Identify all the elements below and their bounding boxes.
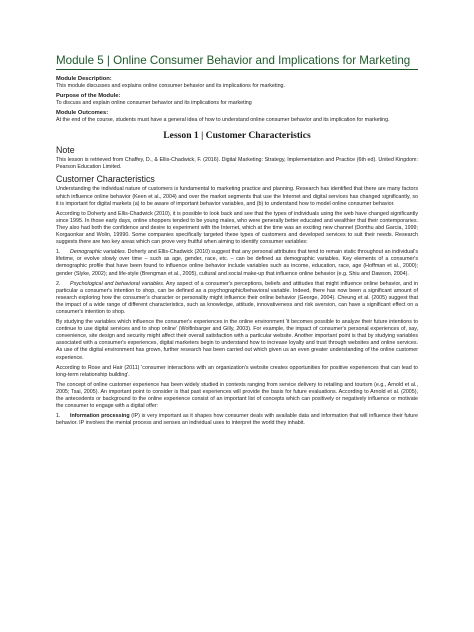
list-term: Psychological and behavioral variables. bbox=[70, 280, 165, 287]
list-item-demographic bbox=[56, 249, 418, 277]
note-heading: Note bbox=[56, 145, 75, 156]
purpose-text: To discuss and explain online consumer behavior and its implications for marketing bbox=[56, 100, 252, 107]
list-item-information-processing bbox=[56, 413, 418, 427]
list-item-psychological bbox=[56, 281, 418, 316]
list-number: 1. bbox=[56, 249, 61, 256]
paragraph-3: By studying the variables which influence the consumer's experiences in the online environment 'it becomes possible to analyze their future intentions to continue to use digital services and to shop online' (Wolfinbarger and Gilly, 2003). For example, the impact of consumer's personal experiences of, say, convenience, site design and security might affect their overall satisfaction with a particular website. Another important point is that by studying variables associated with a consumer's experiences, digital marketers begin to understand how to increase loyalty and trust through websites and online services. As use of the digital environment has grown, further research has been carried out which given us an even greater understanding of the online customer experience. bbox=[56, 319, 418, 361]
list-term: Information processing bbox=[70, 413, 130, 420]
module-description: This module discusses and explains online consumer behavior and its implications for marketing. bbox=[56, 83, 286, 89]
purpose-label: Purpose of the Module: bbox=[56, 93, 121, 100]
paragraph-1: Understanding the individual nature of customers is fundamental to marketing practice and planning. Research has identified that there are many factors which influence online behavior (Keen et al., 2004) and over the market segments that use the Internet and digital services has changed significantly, so it is important for digital markets (a) to be aware of important behavior variables, and (b) to understand how to model online consumer behavior. bbox=[56, 186, 418, 207]
list-number: 1. bbox=[56, 413, 61, 420]
module-description-label: Module Description: bbox=[56, 76, 112, 82]
list-text: Doherty and Ellis-Chadwick (2010) suggest that any personal attributes that tend to remain static throughout an individual's lifetime, or evolve slowly over time – such as age, gender, race, etc. – can be defined as demographic variables. Key elements of a consumer's demographic profile that have been found to influence online behavior include variables such as income, education, race, age (Hoffman et al., 2000); gender (Slyke, 2002); and life-style (Brengman et al., 2005), cultural and social make-up that influence online behavior (e.g. Shiu and Dawson, 2004). bbox=[56, 249, 418, 277]
list-number: 2. bbox=[56, 280, 61, 287]
lesson-heading: Lesson 1 | Customer Characteristics bbox=[163, 130, 311, 142]
note-text: This lesson is retrieved from Chaffey, D., & Ellis-Chadwick, F. (2016). Digital Marketing: Strategy, Implementation and Practice (6th ed). United Kingdom: Pearson Education Limited. bbox=[56, 157, 418, 171]
paragraph-2: According to Doherty and Ellis-Chadwick (2010), it is possible to look back and see that the types of individuals using the web have changed significantly since 1995. In those early days, online shoppers tended to be young males, who were generally better educated and wealthier that their contemporaries. They also had both the confidence and desire to experiment with the Internet, which at the time was an exciting new channel (Donthu abd Garcia, 1999; Korgaonkar and Wolin, 19990. Some companies specifically targeted these types of customers and developed services to suit their needs. Research suggests there are two key areas which can prove very fruitful when aiming to identify consumer variables: bbox=[56, 210, 418, 246]
list-text: (IP) is very important as it shapes how consumer deals with available data and information that will influence their future behavior. IP involves the mental process and senses an individual uses to interpret the world they inhabit. bbox=[56, 413, 418, 427]
paragraph-4: According to Rose and Hair (2011) 'consumer interactions with an organization's website creates opportunities for positive experiences that can lead to long-term relationship building'. bbox=[56, 364, 418, 378]
list-term: Demographic variables. bbox=[70, 249, 127, 256]
module-title: Module 5 | Online Consumer Behavior and Implications for Marketing bbox=[56, 54, 418, 70]
outcomes-text: At the end of the course, students must have a general idea of how to understand online consumer behavior and its implication for marketing. bbox=[56, 117, 390, 124]
section-heading: Customer Characteristics bbox=[56, 174, 155, 185]
list-text: Any aspect of a consumer's perceptions, beliefs and attitudes that might influence online behavior, and in particular a consumer's intention to shop, can be defined as a psychographic/behavioral variable. Indeed, there has now been a significant amount of research exploring how the consumer's character or personality might influence their online behavior (George, 2004). Cheung et al. (2005) suggest that the impact of a wide range of different characteristics, such as knowledge, attitude, innovativeness and risk aversion, can have a significant effect on a consumer's intention to shop. bbox=[56, 280, 418, 315]
paragraph-5: The concept of online customer experience has been widely studied in contexts ranging from service delivery to retailing and tourism (e.g., Arnold et al., 2005; Tsai, 2005). An important point to consider is that past experiences will provide the basis for future evaluations. According to Arnold et al. (2005), the antecedents or background to the online experience consist of an important list of concepts which can positively or negatively influence or motivate the consumer to engage with a digital offer: bbox=[56, 381, 418, 410]
outcomes-label: Module Outcomes: bbox=[56, 110, 109, 117]
